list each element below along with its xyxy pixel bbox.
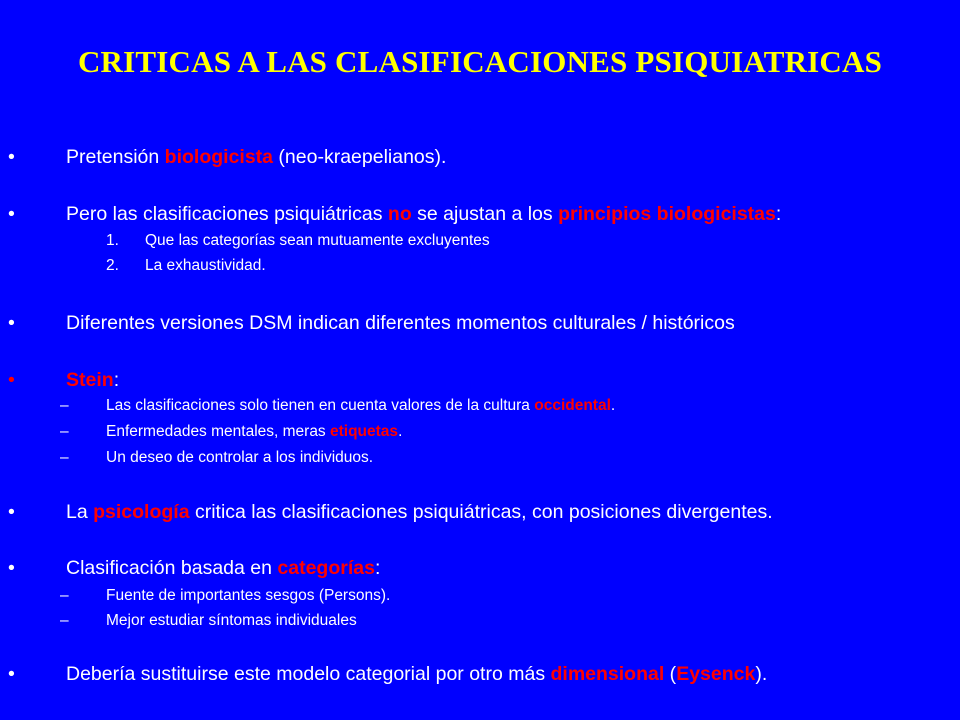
highlight-dimensional: dimensional	[550, 663, 665, 685]
item-text: La exhaustividad.	[145, 257, 266, 274]
bullet-marker: •	[8, 312, 15, 334]
bullet-text: La psicología critica las clasificaciones psiquiátricas, con posiciones divergentes.	[66, 501, 773, 523]
bullet-marker: •	[8, 663, 15, 685]
bullet-text: Pretensión biologicista (neo-kraepelianos).	[66, 146, 447, 168]
highlight-categorias: categorías	[277, 557, 375, 579]
dash-marker: –	[60, 587, 69, 604]
slide-title: CRITICAS A LAS CLASIFICACIONES PSIQUIATRICAS	[77, 44, 883, 79]
dash-marker: –	[60, 612, 69, 629]
item-text: Que las categorías sean mutuamente excluyentes	[145, 232, 490, 249]
item-text: Enfermedades mentales, meras etiquetas.	[106, 423, 403, 440]
item-text: Mejor estudiar síntomas individuales	[106, 612, 357, 629]
bullet-marker: •	[8, 203, 15, 225]
bullet-text: Diferentes versiones DSM indican diferentes momentos culturales / históricos	[66, 312, 735, 334]
highlight-principios: principios biologicistas	[558, 203, 776, 225]
item-text: Un deseo de controlar a los individuos.	[106, 449, 374, 466]
highlight-occidental: occidental	[534, 397, 611, 414]
bullet-text: Debería sustituirse este modelo categorial por otro más dimensional (Eysenck).	[66, 663, 768, 685]
highlight-psicologia: psicología	[93, 501, 190, 523]
highlight-eysenck: Eysenck	[676, 663, 756, 685]
item-text: Fuente de importantes sesgos (Persons).	[106, 587, 391, 604]
bullet-marker: •	[8, 557, 15, 579]
bullet-marker: •	[8, 146, 15, 168]
highlight-stein: Stein	[66, 369, 114, 391]
dash-marker: –	[60, 449, 69, 466]
bullet-text: Clasificación basada en categorías:	[66, 557, 381, 579]
highlight-no: no	[387, 203, 412, 225]
bullet-text: Pero las clasificaciones psiquiátricas no se ajustan a los principios biologicistas:	[66, 203, 782, 225]
dash-marker: –	[60, 397, 69, 414]
item-number: 1.	[106, 232, 119, 249]
bullet-marker: •	[8, 369, 15, 391]
bullet-marker: •	[8, 501, 15, 523]
item-text: Las clasificaciones solo tienen en cuenta valores de la cultura occidental.	[106, 397, 616, 414]
bullet-text: Stein:	[66, 369, 120, 391]
highlight-etiquetas: etiquetas	[330, 423, 399, 440]
item-number: 2.	[106, 257, 119, 274]
highlight-biologicista: biologicista	[164, 146, 274, 168]
dash-marker: –	[60, 423, 69, 440]
